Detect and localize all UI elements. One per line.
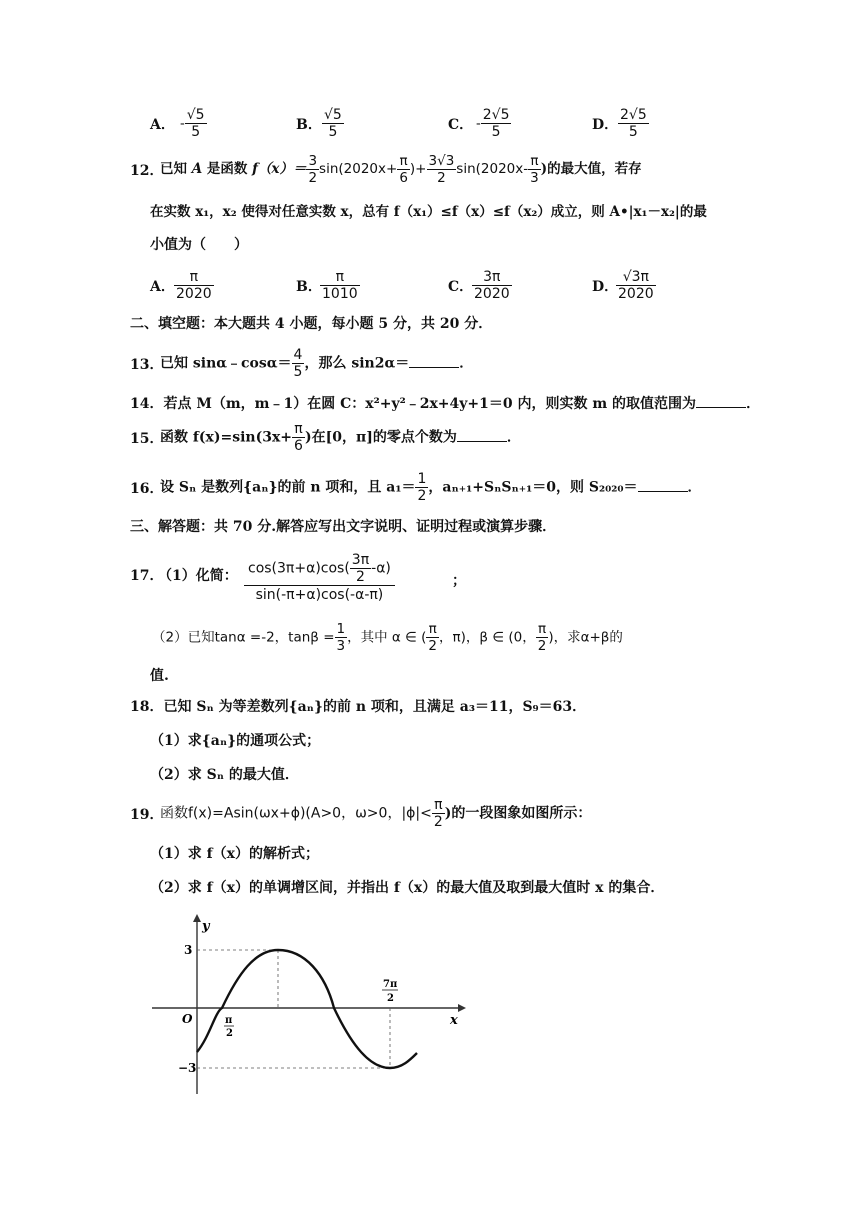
q11-option-c: - $\frac{2√5}{5}$ [476, 107, 510, 140]
x-tick-7pi-over-2-num: 7π [383, 979, 398, 990]
q18-part1: （1）求{aₙ}的通项公式； [150, 733, 321, 749]
x-axis-label: x [450, 1013, 458, 1028]
q16 [0, 468, 860, 508]
q12-options [0, 266, 860, 306]
section-3-heading: 三、解答题：共 70 分.解答应写出文字说明、证明过程或演算步骤． [130, 519, 557, 535]
q13-text: 已知 sinα﹣cosα＝ $\frac{4}{5}$ ，那么 sin2α＝ ． [160, 347, 474, 380]
q11-option-b-label: B． [296, 117, 322, 133]
q12-option-d-label: D． [592, 279, 619, 295]
sine-graph [140, 912, 470, 1102]
q11-option-b: $\frac{√5}{5}$ [324, 107, 342, 140]
q11-option-a: - $\frac{√5}{5}$ [180, 107, 205, 140]
q11-option-c-label: C． [448, 117, 474, 133]
q13-answer-blank[interactable] [409, 355, 459, 368]
q19 [0, 794, 860, 834]
q14-answer-blank[interactable] [696, 395, 746, 408]
q19-part1: （1）求 f（x）的解析式； [150, 846, 319, 862]
x-axis-arrow [458, 1004, 466, 1012]
q16-text: 设 Sₙ 是数列{aₙ}的前 n 项和，且 a₁＝ $\frac{1}{2}$ ，aₙ₊₁+SₙSₙ₊₁＝0，则 S₂₀₂₀＝ ． [160, 471, 702, 504]
q12-option-c-label: C． [448, 279, 474, 295]
q19-number: 19． [130, 807, 164, 823]
q12-option-a-label: A． [150, 279, 175, 295]
x-tick-pi-over-2-num: π [225, 1015, 233, 1026]
q12-line1 [0, 150, 860, 190]
y-tick-3: 3 [184, 943, 193, 957]
q12-line3: 小值为（ ） [150, 237, 248, 253]
q17-part2-line2: 值. [150, 668, 169, 684]
q15-text: 函数 f(x)=sin(3x+ $\frac{\pi}{6}$ )在[0，π]的零点个数为 ． [160, 421, 521, 454]
q19-text: 函数f(x)=Asin(ωx+ϕ)(A>0，ω>0，|ϕ|< $\frac{\pi}{2}$ )的一段图象如图所示： [160, 797, 592, 830]
q15-answer-blank[interactable] [457, 429, 507, 442]
q12-option-b: $\frac{\pi}{1010}$ [322, 269, 358, 302]
q12-option-b-label: B． [296, 279, 322, 295]
q13 [0, 344, 860, 384]
q12-number: 12． [130, 163, 164, 179]
q12-line2: 在实数 x₁，x₂ 使得对任意实数 x，总有 f（x₁）≤f（x）≤f（x₂）成立，则 A•|x₁－x₂|的最 [150, 204, 707, 220]
q12-option-a: $\frac{\pi}{2020}$ [176, 269, 212, 302]
y-axis-arrow [193, 914, 201, 922]
q12-option-d: $\frac{√3\pi}{2020}$ [618, 269, 654, 302]
q17-big-fraction: cos(3π+α)cos( $\frac{3\pi}{2}$ -α) sin(-π+α)cos(-α-π) [244, 552, 395, 604]
q18: 18．已知 Sₙ 为等差数列{aₙ}的前 n 项和，且满足 a₃＝11，S₉＝63． [130, 699, 587, 715]
section-2-heading: 二、填空题：本大题共 4 小题，每小题 5 分，共 20 分． [130, 316, 493, 332]
q11-options [0, 104, 860, 144]
x-tick-pi-over-2-den: 2 [226, 1028, 233, 1039]
q15 [0, 418, 860, 458]
q17-part1-end: ； [452, 573, 466, 589]
q12-stem: 已知 A 是函数 f（x）＝ $\frac{3}{2}$ sin(2020x+ $\frac{\pi}{6}$ )+ $\frac{3√3}{2}$ sin(2020x- $\frac{\pi}{3}$ )的最大值，若存 [160, 153, 642, 186]
q16-answer-blank[interactable] [638, 479, 688, 492]
q11-option-d: $\frac{2√5}{5}$ [620, 107, 647, 140]
q13-number: 13． [130, 357, 164, 373]
q12-option-c: $\frac{3\pi}{2020}$ [474, 269, 510, 302]
q17-part2: （2）已知tanα =-2，tanβ = $\frac{1}{3}$ ，其中 α ∈ ( $\frac{\pi}{2}$ ，π)，β ∈ (0， $\frac{\pi}{2}$ )，求α+β的 [152, 621, 623, 654]
q19-part2: （2）求 f（x）的单调增区间，并指出 f（x）的最大值及取到最大值时 x 的集合． [150, 880, 665, 896]
y-axis-label: y [202, 919, 210, 934]
q15-number: 15． [130, 431, 164, 447]
q11-option-d-label: D． [592, 117, 619, 133]
origin-label: O [182, 1012, 193, 1026]
q16-number: 16． [130, 481, 164, 497]
q14: 14．若点 M（m，m﹣1）在圆 C：x²+y²﹣2x+4y+1＝0 内，则实数 m 的取值范围为 ． [130, 396, 761, 412]
q18-part2: （2）求 Sₙ 的最大值． [150, 767, 299, 783]
q17-number: 17． [130, 568, 164, 584]
x-tick-7pi-over-2-den: 2 [387, 993, 394, 1004]
sine-curve [197, 950, 417, 1068]
q17-part1-label: （1）化简： [158, 568, 238, 584]
q11-option-a-label: A． [150, 117, 175, 133]
y-tick-neg3: −3 [178, 1061, 197, 1075]
